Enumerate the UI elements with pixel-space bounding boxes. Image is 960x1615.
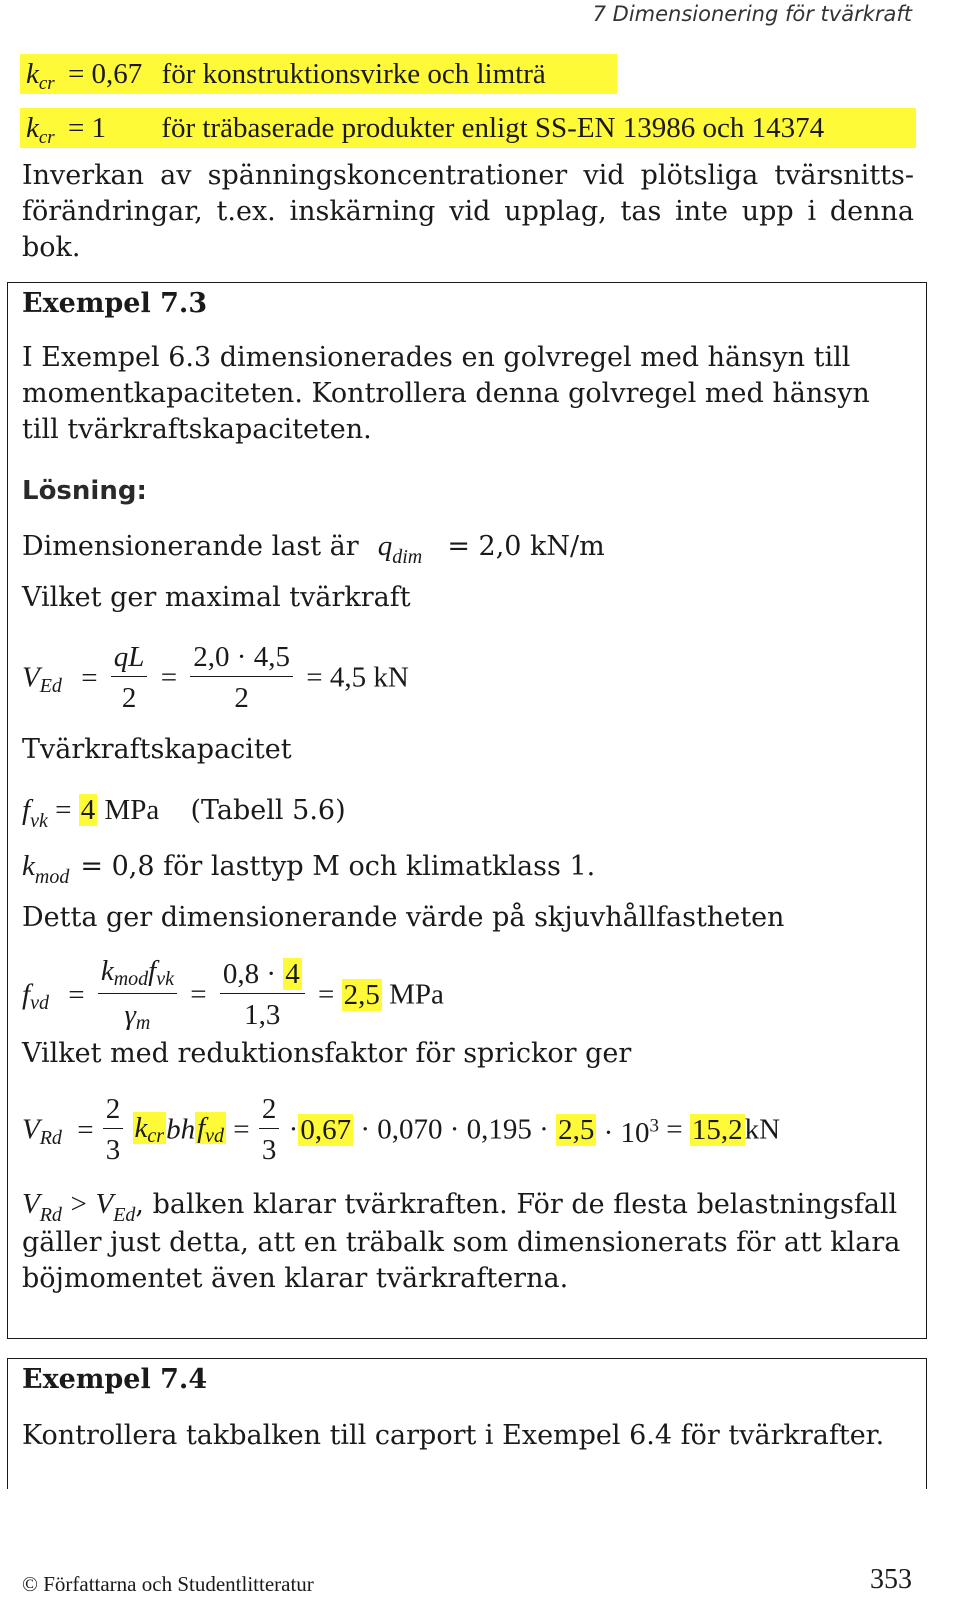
shear-text: Vilket ger maximal tvärkraft <box>22 582 411 613</box>
page-number: 353 <box>870 1564 912 1595</box>
fvd-fraction-2 <box>220 957 305 1032</box>
kcr-symbol: k <box>26 112 39 144</box>
equals: = <box>160 661 178 694</box>
kcr-description: för träbaserade produkter enligt SS-EN 13986 och 14374 <box>161 112 825 144</box>
vrd-subscript: Rd <box>39 1204 62 1226</box>
fvd-highlight <box>195 1112 226 1147</box>
fraction-numerator: 2,0 · 4,5 <box>190 640 293 677</box>
equals: = <box>190 978 207 1011</box>
vrd-symbol: V <box>22 1113 40 1146</box>
fvd-equation <box>22 954 444 1035</box>
kcr-symbol: k <box>26 58 39 90</box>
fraction-denominator: 2 <box>121 682 137 714</box>
ved-fraction-2 <box>190 640 293 715</box>
solution-label: Lösning: <box>22 476 147 506</box>
ved-symbol: V <box>22 661 40 694</box>
fvd-unit: MPa <box>389 978 444 1011</box>
example-7-4-title: Exempel 7.4 <box>22 1364 208 1395</box>
load-value: = 2,0 kN/m <box>447 531 605 562</box>
kcr-symbol: k <box>134 1112 148 1144</box>
vrd-factors: · 0,070 · 0,195 · <box>360 1113 549 1146</box>
ved-result: = 4,5 kN <box>306 661 409 694</box>
fvk-symbol: f <box>22 794 31 826</box>
fvk-line <box>22 790 346 833</box>
fraction-numerator: qL <box>111 640 148 677</box>
gamma-subscript: m <box>135 1012 151 1034</box>
kcr-subscript: cr <box>38 73 55 94</box>
gamma-symbol: γ <box>124 999 136 1031</box>
kcr-line-2 <box>20 108 916 148</box>
fvk-value-highlight: 4 <box>285 958 300 990</box>
fvd-fraction-1 <box>98 954 177 1035</box>
ved-fraction-1 <box>111 640 148 715</box>
fraction-denominator: 3 <box>261 1134 277 1166</box>
fvk-value: 4 <box>80 794 96 826</box>
kcr-subscript: cr <box>38 127 55 148</box>
two-thirds-fraction <box>259 1092 280 1167</box>
kmod-symbol: k <box>100 955 114 987</box>
example-7-3-title: Exempel 7.3 <box>22 288 208 319</box>
kcr-line-1 <box>20 54 617 94</box>
ved-equation <box>22 640 409 715</box>
vrd-unit: kN <box>744 1113 781 1146</box>
fraction-denominator: 2 <box>234 682 249 714</box>
load-symbol: q <box>377 530 393 562</box>
two-thirds-fraction <box>103 1092 124 1167</box>
kcr-highlight <box>133 1112 167 1147</box>
fvk-unit: MPa <box>104 794 160 826</box>
fvk-symbol: f <box>148 955 157 987</box>
load-line <box>22 526 605 570</box>
power-exponent: 3 <box>649 1115 659 1137</box>
conclusion-paragraph <box>22 1186 902 1297</box>
fvd-result: 2,5 <box>343 978 380 1011</box>
vrd-subscript: Rd <box>39 1126 62 1149</box>
bh-symbol: bh <box>166 1113 196 1146</box>
fvk-reference: (Tabell 5.6) <box>190 795 346 826</box>
kmod-text: = 0,8 för lasttyp M och klimatklass 1. <box>80 851 596 882</box>
vrd-result: 15,2 <box>691 1113 743 1146</box>
kmod-line <box>22 846 595 890</box>
footer-copyright: © Författarna och Studentlitteratur <box>22 1572 314 1596</box>
fraction-numerator: 2 <box>259 1092 280 1129</box>
power-base: · 10 <box>603 1116 650 1149</box>
vrd-symbol: V <box>22 1188 40 1220</box>
fvd-subscript: vd <box>30 991 49 1014</box>
ved-subscript: Ed <box>39 674 62 697</box>
fvd-subscript: vd <box>205 1125 225 1147</box>
load-text: Dimensionerande last är <box>22 531 359 562</box>
example-7-3-task: I Exempel 6.3 dimensionerades en golvregel med hänsyn till momentkapaciteten. Kontrollera denna golvregel med hänsyn till tvärkraftskapaciteten. <box>22 342 870 445</box>
kmod-subscript: mod <box>34 866 70 888</box>
capacity-label: Tvärkraftskapacitet <box>22 734 292 765</box>
vrd-power <box>604 1117 659 1149</box>
equals: = <box>77 1113 94 1146</box>
equals: = <box>81 661 98 694</box>
design-text: Detta ger dimensionerande värde på skjuvhållfastheten <box>22 902 785 933</box>
fraction-denominator: 1,3 <box>244 999 281 1031</box>
fvd-symbol: f <box>22 978 31 1011</box>
ved-subscript: Ed <box>113 1204 136 1226</box>
greater-than: > <box>70 1188 87 1220</box>
equals: = <box>318 978 335 1011</box>
kcr-description: för konstruktionsvirke och limträ <box>161 58 546 90</box>
fvk-subscript: vk <box>156 968 174 990</box>
equals: = <box>68 978 85 1011</box>
kcr-value-highlight: 0,67 <box>300 1113 352 1146</box>
kcr-subscript: cr <box>147 1125 165 1147</box>
kmod-symbol: k <box>22 850 35 882</box>
ved-symbol: V <box>95 1188 114 1220</box>
equals: = <box>666 1113 683 1146</box>
equals: = <box>55 794 72 826</box>
equals: = <box>233 1113 250 1146</box>
intro-paragraph: Inverkan av spänningskoncentrationer vid plötsliga tvärsnitts-förändringar, t.ex. inskärning vid upplag, tas inte upp i denna bok. <box>22 160 914 263</box>
fvd-value-highlight: 2,5 <box>558 1113 595 1146</box>
example-7-4-task: Kontrollera takbalken till carport i Exempel 6.4 för tvärkrafter. <box>22 1420 885 1451</box>
fvd-symbol: f <box>197 1112 206 1144</box>
fvk-subscript: vk <box>30 810 48 832</box>
fraction-numerator: 0,8 · <box>222 958 276 990</box>
fraction-denominator: 3 <box>105 1134 121 1166</box>
load-subscript: dim <box>392 546 423 568</box>
fraction-numerator: 2 <box>103 1092 124 1129</box>
kmod-subscript: mod <box>113 968 149 990</box>
vrd-equation: $V_{Rd}$ = $\frac{2}{3}$ kcrbhfvd = $\frac{2}{3}$ $\cdot 0,67 \cdot 0,070 \cdot 0,195 \cdot 2,5 \cdot 10^3 = 15,2kN$ <box>22 1093 781 1166</box>
reduction-text: Vilket med reduktionsfaktor för sprickor ger <box>22 1038 632 1069</box>
kcr-value: = 1 <box>67 112 107 144</box>
conclusion-text: , balken klarar tvärkraften. För de flesta belastningsfall gäller just detta, att en träbalk som dimensionerats för att klara böjmomentet även klarar tvärkrafterna. <box>22 1189 901 1294</box>
kcr-value: = 0,67 <box>67 58 143 90</box>
running-header: 7 Dimensionering för tvärkraft <box>592 2 912 26</box>
